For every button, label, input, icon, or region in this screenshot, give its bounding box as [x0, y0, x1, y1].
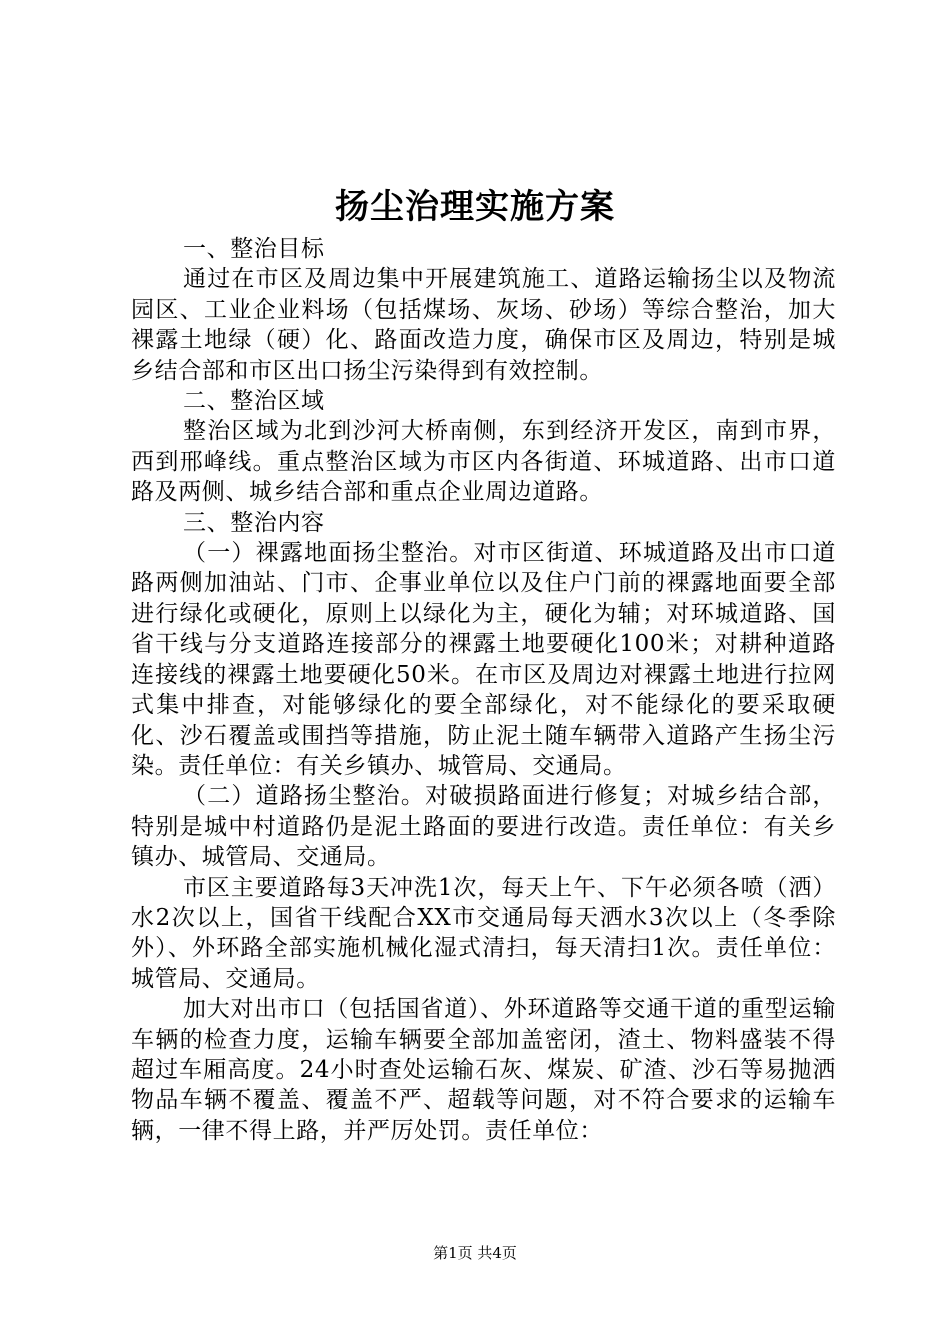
page-number: 第1页 共4页 — [433, 1244, 517, 1262]
paragraph-area: 整治区域为北到沙河大桥南侧，东到经济开发区，南到市界，西到邢峰线。重点整治区域为市区内各街道、环城道路、出市口道路及两侧、城乡结合部和重点企业周边道路。 — [131, 418, 836, 506]
document-body — [131, 234, 836, 1146]
section-heading-1: 一、整治目标 — [183, 236, 325, 262]
paragraph-vehicle-inspection: 加大对出市口（包括国省道）、外环道路等交通干道的重型运输车辆的检查力度，运输车辆要全部加盖密闭，渣土、物料盛装不得超过车厢高度。24小时查处运输石灰、煤炭、矿渣、沙石等易抛洒物品车辆不覆盖、覆盖不严、超载等问题，对不符合要求的运输车辆，一律不得上路，并严厉处罚。责任单位： — [131, 996, 836, 1144]
section-heading-2: 二、整治区域 — [183, 388, 325, 415]
paragraph-road-dust: （二）道路扬尘整治。对破损路面进行修复；对城乡结合部，特别是城中村道路仍是泥土路面的要进行改造。责任单位：有关乡镇办、城管局、交通局。 — [131, 783, 836, 871]
paragraph-road-washing: 市区主要道路每3天冲洗1次，每天上午、下午必须各喷（洒）水2次以上，国省干线配合XX市交通局每天洒水3次以上（冬季除外）、外环路全部实施机械化湿式清扫，每天清扫1次。责任单位：城管局、交通局。 — [131, 874, 836, 992]
section-heading-3: 三、整治内容 — [183, 509, 325, 536]
paragraph-bare-ground: （一）裸露地面扬尘整治。对市区街道、环城道路及出市口道路两侧加油站、门市、企事业单位以及住户门前的裸露地面要全部进行绿化或硬化，原则上以绿化为主，硬化为辅；对环城道路、国省干线与分支道路连接部分的裸露土地要硬化100米；对耕种道路连接线的裸露土地要硬化50米。在市区及周边对裸露土地进行拉网式集中排查，对能够绿化的要全部绿化，对不能绿化的要采取硬化、沙石覆盖或围挡等措施，防止泥土随车辆带入道路产生扬尘污染。责任单位：有关乡镇办、城管局、交通局。 — [131, 540, 836, 779]
paragraph-goal: 通过在市区及周边集中开展建筑施工、道路运输扬尘以及物流园区、工业企业料场（包括煤场、灰场、砂场）等综合整治，加大裸露土地绿（硬）化、路面改造力度，确保市区及周边，特别是城乡结合部和市区出口扬尘污染得到有效控制。 — [131, 266, 836, 384]
document-title: 扬尘治理实施方案 — [335, 187, 615, 227]
